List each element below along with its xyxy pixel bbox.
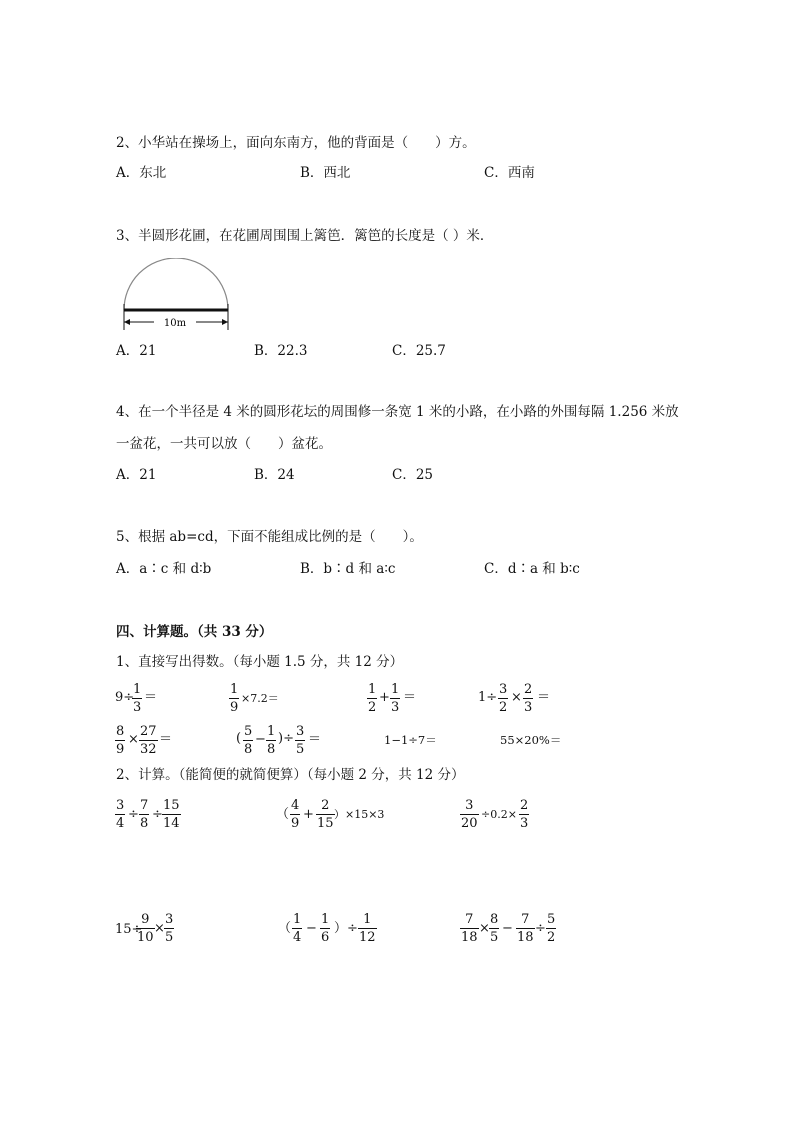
q5-option-c: C．d∶a 和 b∶c [484,561,580,577]
fraction: 1 12 [359,912,376,945]
fraction: 27 32 [140,724,157,757]
semicircle-garden-figure [118,258,234,336]
fraction: 8 9 [116,724,125,757]
token-lpar-cn: （ [278,921,292,936]
token-lpar: ( [236,731,242,746]
q4-stem-line2: 一盆花，一共可以放（ ）盆花。 [116,436,332,452]
fraction: 1 2 [368,682,377,715]
fraction: 9 10 [137,912,154,945]
token-times72: ×7.2＝ [241,692,279,705]
fraction: 3 4 [116,798,125,831]
token-eq: ＝ [159,732,173,747]
section-4-sub2: 2、计算。（能简便的就简便算）（每小题 2 分，共 12 分） [116,767,465,783]
token-plus: + [379,690,390,705]
fraction: 1 6 [321,912,330,945]
fraction: 7 8 [140,798,149,831]
token-times: × [154,921,165,936]
token-rpar-div: )÷ [278,731,294,746]
token-div: ÷ [152,807,163,822]
token-rpar-15x3: ）×15×3 [334,808,385,821]
token-9div: 9÷ [115,690,135,705]
fraction: 1 4 [293,912,302,945]
fraction: 3 2 [499,682,508,715]
fraction: 2 3 [524,682,533,715]
section-4-sub1: 1、直接写出得数。（每小题 1.5 分，共 12 分） [116,654,404,670]
fraction: 4 9 [291,798,300,831]
q4-option-a: A．21 [116,467,157,483]
oral-calc-r2-4: 55×20%＝ [500,733,562,747]
fraction: 3 20 [461,798,478,831]
q4-option-b: B．24 [254,467,295,483]
token-lpar-cn: （ [276,807,290,822]
token-times: × [128,732,139,747]
fraction: 1 9 [230,682,239,715]
q3-option-c: C．25.7 [392,343,446,359]
q3-option-a: A．21 [116,343,157,359]
q4-option-c: C．25 [392,467,434,483]
token-times: × [511,690,522,705]
token-minus: − [502,921,513,936]
token-rpar-div-cn: ）÷ [334,921,358,936]
section-4-title: 四、计算题。（共 33 分） [116,624,273,640]
fraction: 3 5 [296,724,305,757]
fraction: 3 5 [165,912,174,945]
token-eq: ＝ [403,690,417,705]
oral-calc-r2-3: 1−1÷7＝ [384,733,437,747]
token-1div: 1÷ [478,690,498,705]
fraction: 5 8 [244,724,253,757]
q3-option-b: B．22.3 [254,343,308,359]
fraction: 15 14 [163,798,180,831]
q5-option-b: B．b∶d 和 a∶c [300,561,396,577]
token-15div: 15÷ [115,922,143,937]
token-minus: − [255,732,266,747]
q3-stem: 3、半圆形花圃，在花圃周围围上篱笆．篱笆的长度是（ ）米． [116,228,494,244]
fraction: 8 5 [490,912,499,945]
fraction: 2 15 [317,798,334,831]
q2-option-a: A．东北 [116,165,167,181]
fraction: 2 3 [520,798,529,831]
fraction: 1 3 [391,682,400,715]
token-times: × [479,921,490,936]
token-eq: ＝ [537,690,551,705]
token-eq: ＝ [144,690,158,705]
token-div: ÷ [535,921,546,936]
q4-stem-line1: 4、在一个半径是 4 米的圆形花坛的周围修一条宽 1 米的小路，在小路的外围每隔 1.256 米放 [116,404,679,420]
fraction: 5 2 [547,912,556,945]
q5-option-a: A．a∶c 和 d∶b [116,561,212,577]
q2-stem: 2、小华站在操场上，面向东南方，他的背面是（ ）方。 [116,135,476,151]
fraction: 1 3 [133,682,142,715]
q5-stem: 5、根据 ab=cd，下面不能组成比例的是（ ）。 [116,529,423,545]
fraction: 7 18 [517,912,534,945]
q2-option-c: C．西南 [484,165,535,181]
fraction: 7 18 [461,912,478,945]
fraction: 1 8 [267,724,276,757]
token-minus: − [306,921,317,936]
token-plus: + [303,807,314,822]
q3-figure-label: 10m [163,318,187,329]
token-div: ÷ [128,807,139,822]
q2-option-b: B．西北 [300,165,351,181]
token-div02x: ÷0.2× [481,808,517,821]
token-eq: ＝ [308,732,322,747]
